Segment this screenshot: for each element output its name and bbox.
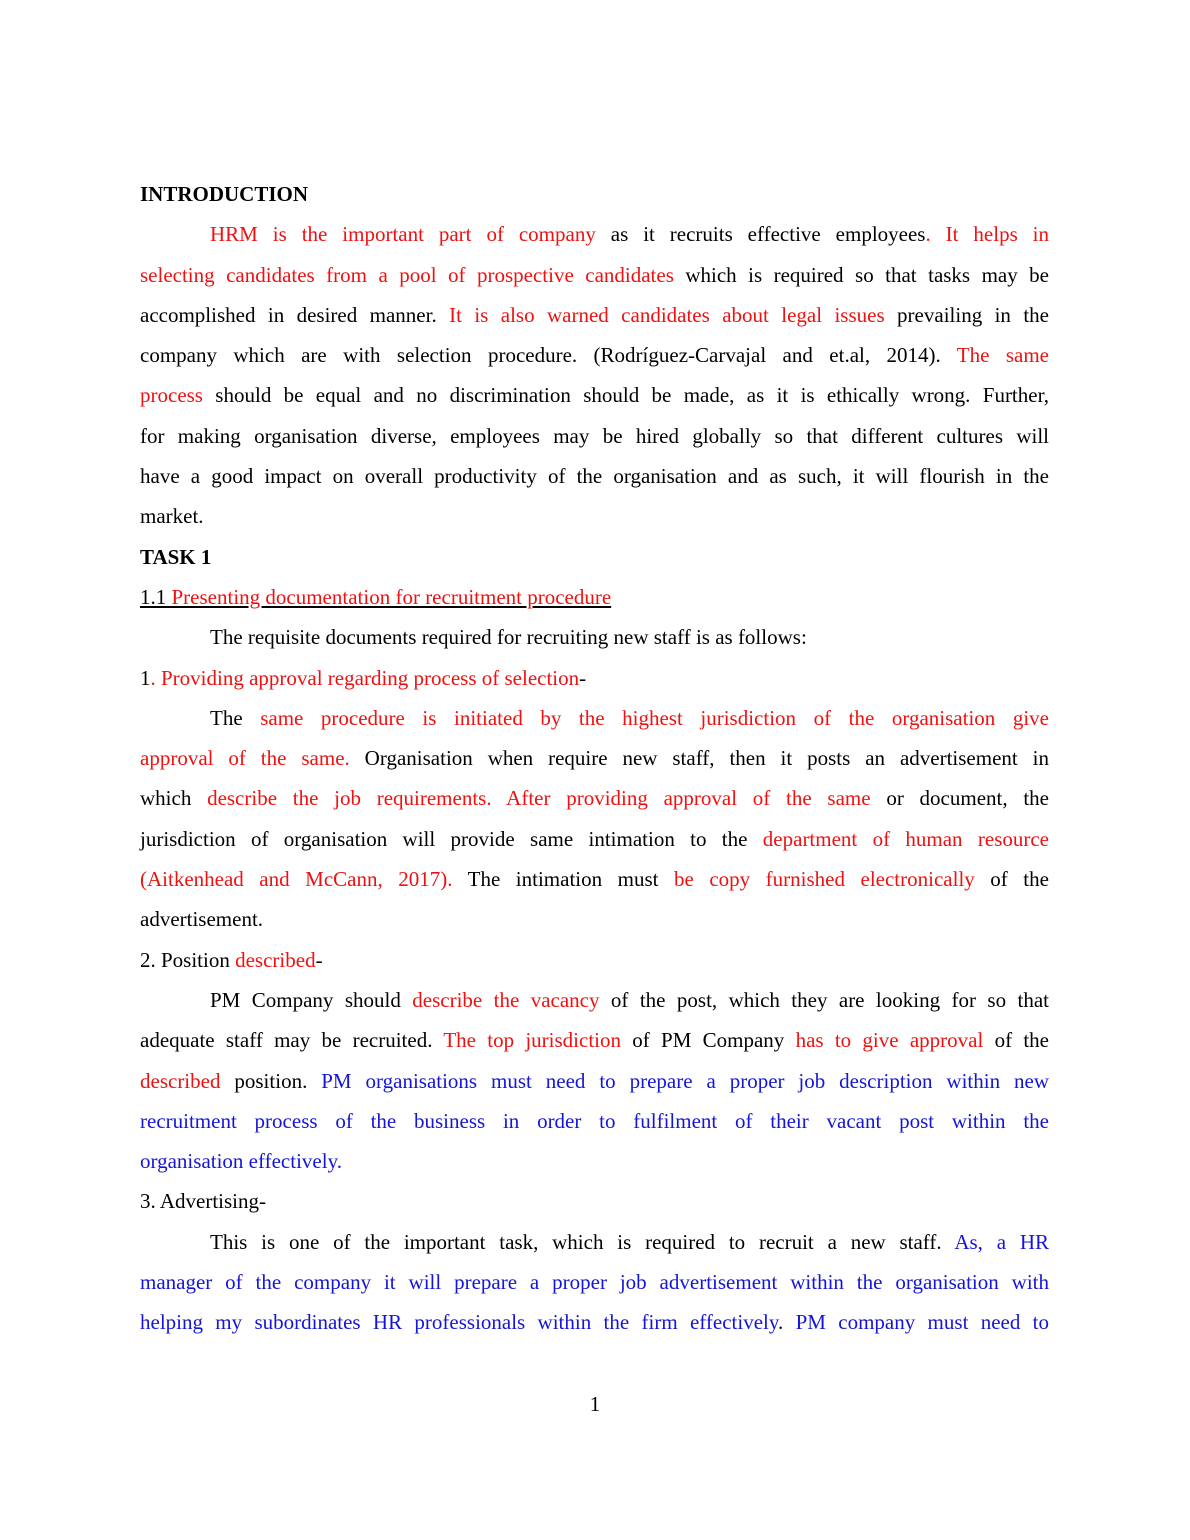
text-run: describe the vacancy (412, 987, 600, 1012)
text-run: prevailing in the (884, 302, 1049, 327)
text-run: described (235, 947, 316, 972)
text-run: As, a HR (954, 1229, 1049, 1254)
text-run: adequate staff may be recruited. (140, 1028, 444, 1053)
text-run: 1.1 (140, 584, 172, 609)
text-run: Presenting documentation for recruitment procedure (171, 584, 612, 609)
text-line (140, 1181, 1049, 1221)
item-3-paragraph (140, 1222, 1049, 1343)
text-run: should be equal and no discrimination should be made, as it is ethically wrong. Further, (202, 383, 1049, 408)
text-run: described (140, 1068, 221, 1093)
text-run: of the (974, 867, 1049, 892)
text-run: This is one of the important task, which is required to recruit a new staff. (210, 1229, 955, 1254)
text-line (140, 1141, 1049, 1181)
subheading-1-1 (140, 577, 1049, 617)
text-line (140, 456, 1049, 496)
page-content (140, 174, 1049, 1343)
text-run: have a good impact on overall productivity of the organisation and as such, it will flourish in the (140, 464, 1049, 489)
text-run: 2. Position (140, 947, 236, 972)
text-run: selecting candidates from a pool of prospective candidates (140, 262, 674, 287)
text-run: for making organisation diverse, employees may be hired globally so that different cultures will (140, 423, 1049, 448)
text-run: of the post, which they are looking for so that (599, 987, 1049, 1012)
text-run: 3. Advertising- (140, 1189, 266, 1214)
text-run: 1 (140, 665, 151, 690)
text-run: - (579, 665, 587, 690)
text-run: advertisement. (140, 907, 264, 932)
text-run: as it recruits effective employees (595, 222, 926, 247)
text-run: . Providing approval regarding process of selection (150, 665, 580, 690)
text-line (140, 658, 1049, 698)
text-line (140, 899, 1049, 939)
heading-introduction: INTRODUCTION (140, 182, 309, 206)
text-run: market. (140, 504, 204, 529)
text-line (140, 738, 1049, 778)
item-2-paragraph (140, 980, 1049, 1181)
lead-line (140, 617, 1049, 657)
text-run: manager of the company it will prepare a proper job advertisement within the organisation with (140, 1270, 1049, 1295)
text-run: which is required so that tasks may be (673, 262, 1050, 287)
text-run: Organisation when require new staff, then it posts an advertisement in (349, 746, 1049, 771)
item-1-heading (140, 658, 1049, 698)
text-line (140, 1302, 1049, 1342)
text-run: position. (220, 1068, 322, 1093)
text-run: company which are with selection procedure. (Rodríguez-Carvajal and et.al, 2014). (140, 343, 957, 368)
text-run: be copy furnished electronically (674, 867, 975, 892)
text-line (140, 1101, 1049, 1141)
text-run: PM company must need to (795, 1310, 1050, 1335)
text-run: . (778, 1310, 796, 1335)
text-run: helping my subordinates HR professionals within the firm effectively (140, 1310, 779, 1335)
text-run: accomplished in desired manner. (140, 302, 450, 327)
text-run: approval of the same. (140, 746, 350, 771)
text-line (140, 698, 1049, 738)
text-run: of PM Company (621, 1028, 796, 1053)
text-line (140, 617, 1049, 657)
item-1-paragraph (140, 698, 1049, 940)
text-run: of the (983, 1028, 1049, 1053)
text-run: jurisdiction of organisation will provide same intimation to the (140, 826, 763, 851)
text-run: PM organisations must need to prepare a proper job description within new (321, 1068, 1049, 1093)
text-line (140, 1222, 1049, 1262)
text-run: The top jurisdiction (443, 1028, 621, 1053)
text-line (140, 1061, 1049, 1101)
text-run: It is also warned candidates about legal issues (449, 302, 885, 327)
item-3-heading (140, 1181, 1049, 1221)
text-run: - (315, 947, 323, 972)
text-run: which (140, 786, 208, 811)
text-run: (Aitkenhead and McCann, 2017). (140, 867, 453, 892)
text-run: process (140, 383, 203, 408)
text-run: The same (956, 343, 1050, 368)
intro-paragraph (140, 214, 1049, 536)
text-run: . It helps in (925, 222, 1050, 247)
text-line (140, 940, 1049, 980)
text-run: The (210, 705, 261, 730)
text-run: PM Company should (210, 987, 413, 1012)
text-line (140, 214, 1049, 254)
text-run: department of human resource (762, 826, 1049, 851)
text-run: organisation effectively. (140, 1149, 342, 1174)
text-line (140, 778, 1049, 818)
text-run: HRM is the important part of company (210, 222, 596, 247)
text-line (140, 819, 1049, 859)
text-run: The requisite documents required for recruiting new staff is as follows: (210, 625, 807, 650)
text-line (140, 859, 1049, 899)
text-line (140, 577, 1049, 617)
text-line (140, 335, 1049, 375)
text-line (140, 295, 1049, 335)
text-line (140, 1020, 1049, 1060)
text-run: The intimation must (452, 867, 674, 892)
text-run: has to give approval (795, 1028, 984, 1053)
heading-task-1: TASK 1 (140, 544, 212, 569)
text-line (140, 496, 1049, 536)
text-line (140, 255, 1049, 295)
text-line (140, 1262, 1049, 1302)
page-number: 1 (589, 1392, 601, 1416)
text-line (140, 416, 1049, 456)
text-run: describe the job requirements. After providing approval of the same (207, 786, 871, 811)
text-line (140, 375, 1049, 415)
text-line (140, 980, 1049, 1020)
item-2-heading (140, 940, 1049, 980)
text-run: same procedure is initiated by the highest jurisdiction of the organisation give (260, 705, 1049, 730)
text-run: recruitment process of the business in order to fulfilment of their vacant post within the (140, 1108, 1049, 1133)
text-run: or document, the (870, 786, 1049, 811)
